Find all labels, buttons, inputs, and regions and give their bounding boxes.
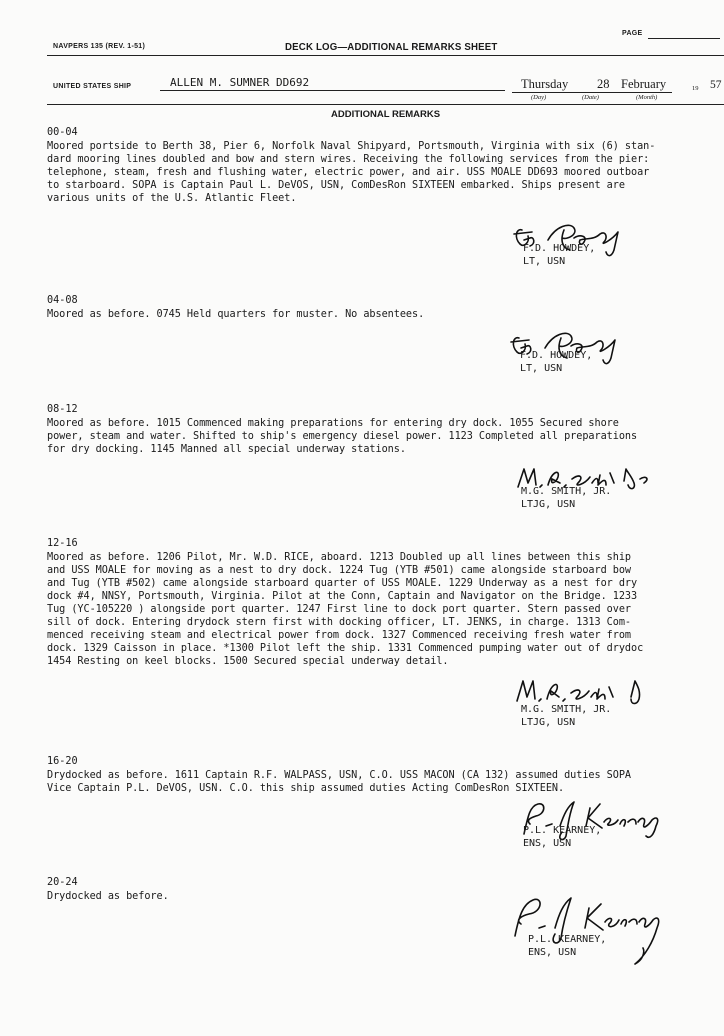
- form-title: DECK LOG—ADDITIONAL REMARKS SHEET: [285, 41, 498, 53]
- remark-line: various units of the U.S. Atlantic Fleet.: [47, 193, 297, 204]
- ship-label: UNITED STATES SHIP: [53, 83, 132, 90]
- officer-rank: ENS, USN: [528, 947, 577, 958]
- page-label: PAGE: [622, 30, 643, 37]
- officer-name: M.G. SMITH, JR.: [521, 704, 612, 715]
- day-value: Thursday: [521, 77, 569, 91]
- remark-line: for dry docking. 1145 Manned all special underway stations.: [47, 444, 406, 455]
- officer-name: P.L. KEARNEY,: [528, 934, 607, 945]
- officer-rank: LTJG, USN: [521, 499, 576, 510]
- day-caption: (Day): [531, 94, 547, 101]
- ship-name-line: [160, 90, 505, 91]
- date-value: 28: [597, 77, 610, 91]
- officer-name: M.G. SMITH, JR.: [521, 486, 612, 497]
- ship-name: ALLEN M. SUMNER DD692: [170, 76, 310, 89]
- remark-line: sill of dock. Entering drydock stern first with docking officer, LT. JENKS, in charge. 1313 Com-: [47, 617, 632, 628]
- watch-period: 00-04: [47, 127, 78, 138]
- remark-line: Moored portside to Berth 38, Pier 6, Norfolk Naval Shipyard, Portsmouth, Virginia with six (6) stan-: [47, 141, 656, 152]
- watch-period: 12-16: [47, 538, 78, 549]
- header-rule-lower: [47, 104, 724, 105]
- watch-period: 20-24: [47, 877, 78, 888]
- header-rule: [47, 55, 724, 56]
- year-value: 57: [710, 79, 722, 91]
- remark-line: and Tug (YTB #502) came alongside starboard quarter of USS MOALE. 1229 Underway as a nest for dry: [47, 578, 638, 589]
- remark-line: Tug (YC-105220 ) alongside port quarter. 1247 First line to dock port quarter. Stern passed over: [47, 604, 632, 615]
- signature-image: [505, 890, 680, 970]
- remark-line: Moored as before. 1206 Pilot, Mr. W.D. RICE, aboard. 1213 Doubled up all lines between this ship: [47, 552, 632, 563]
- watch-period: 04-08: [47, 295, 78, 306]
- remark-line: dard mooring lines doubled and bow and stern wires. Receiving the following services from the pier:: [47, 154, 650, 165]
- remark-line: Drydocked as before. 1611 Captain R.F. WALPASS, USN, C.O. USS MACON (CA 132) assumed duties SOPA: [47, 770, 632, 781]
- date-caption: (Date): [582, 94, 599, 101]
- officer-rank: ENS, USN: [523, 838, 572, 849]
- remark-line: menced receiving steam and electrical power from dock. 1327 Commenced receiving fresh water from: [47, 630, 632, 641]
- watch-period: 16-20: [47, 756, 78, 767]
- form-number: NAVPERS 135 (REV. 1-51): [53, 43, 146, 50]
- section-heading: ADDITIONAL REMARKS: [331, 109, 441, 120]
- officer-name: F.D. HOWDEY,: [523, 243, 596, 254]
- officer-name: F.D. HOWDEY,: [520, 350, 593, 361]
- remark-line: dock. 1329 Caisson in place. *1300 Pilot left the ship. 1331 Commenced pumping water out of drydoc: [47, 643, 644, 654]
- remark-line: telephone, steam, fresh and flushing water, electric power, and air. USS MOALE DD693 moored outboar: [47, 167, 650, 178]
- remark-line: Drydocked as before.: [47, 891, 169, 902]
- officer-name: P.L. KEARNEY,: [523, 825, 602, 836]
- month-value: February: [621, 77, 667, 91]
- officer-rank: LT, USN: [523, 256, 566, 267]
- remark-line: dock #4, NNSY, Portsmouth, Virginia. Pilot at the Conn, Captain and Navigator on the Bridge. 1233: [47, 591, 638, 602]
- remark-line: 1454 Resting on keel blocks. 1500 Secured special underway detail.: [47, 656, 449, 667]
- date-line: [512, 92, 672, 93]
- month-caption: (Month): [636, 94, 658, 101]
- page-number-line: [648, 38, 720, 39]
- watch-period: 08-12: [47, 404, 78, 415]
- remark-line: Moored as before. 0745 Held quarters for muster. No absentees.: [47, 309, 425, 320]
- officer-rank: LTJG, USN: [521, 717, 576, 728]
- remark-line: power, steam and water. Shifted to ship's emergency diesel power. 1123 Completed all preparations: [47, 431, 638, 442]
- remark-line: Moored as before. 1015 Commenced making preparations for entering dry dock. 1055 Secured shore: [47, 418, 619, 429]
- year-prefix: 19: [692, 85, 699, 92]
- remark-line: and USS MOALE for moving as a nest to dry dock. 1224 Tug (YTB #501) came alongside starboard bow: [47, 565, 632, 576]
- officer-rank: LT, USN: [520, 363, 563, 374]
- remark-line: Vice Captain P.L. DeVOS, USN. C.O. this ship assumed duties Acting ComDesRon SIXTEEN.: [47, 783, 565, 794]
- remark-line: to starboard. SOPA is Captain Paul L. DeVOS, USN, ComDesRon SIXTEEN embarked. Ships present are: [47, 180, 625, 191]
